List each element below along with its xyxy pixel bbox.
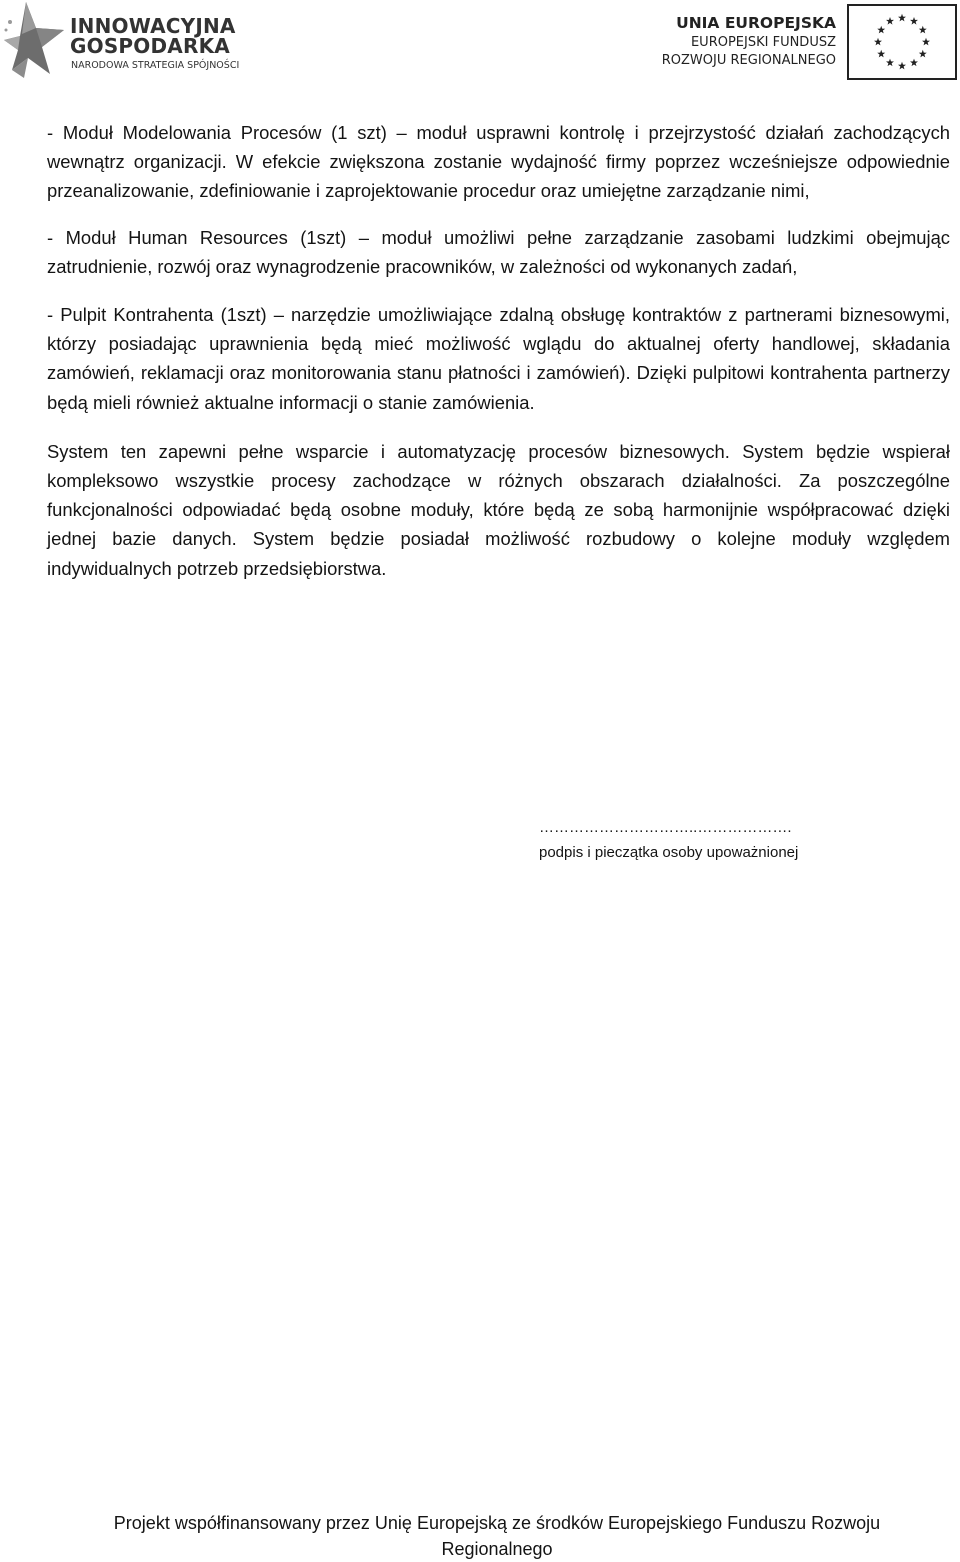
ig-logo-line3: NARODOWA STRATEGIA SPÓJNOŚCI (71, 60, 240, 71)
document-body (47, 118, 950, 583)
paragraph-process-module: - Moduł Modelowania Procesów (1 szt) – moduł usprawni kontrolę i przejrzystość działań zachodzących wewnątrz organizacji. W efekcie zwiększona zostanie wydajność firmy poprzez wcześniejsze odpowiednie przeanalizowanie, zdefiniowanie i zaprojektowanie procedur oraz umiejętne zarządzanie nimi, (47, 122, 950, 202)
eu-stars-flag-icon (847, 4, 957, 80)
signature-label: podpis i pieczątka osoby upoważnionej (539, 844, 799, 861)
page-footer (0, 1510, 960, 1562)
paragraph-hr-module: - Moduł Human Resources (1szt) – moduł umożliwi pełne zarządzanie zasobami ludzkimi obejmując zatrudnienie, rozwój oraz wynagrodzenie pracowników, w zależności od wykonanych zadań, (47, 226, 950, 277)
innowacyjna-gospodarka-logo (2, 0, 252, 82)
ig-logo-line2: GOSPODARKA (70, 34, 230, 58)
eu-logo-line3: ROZWOJU REGIONALNEGO (661, 53, 836, 68)
eu-logo-line2: EUROPEJSKI FUNDUSZ (690, 35, 836, 50)
footer-line2: Regionalnego (441, 1539, 553, 1559)
signature-line: …………………………..………………. (539, 819, 792, 836)
paragraph-contractor-desk: - Pulpit Kontrahenta (1szt) – narzędzie umożliwiające zdalną obsługę kontraktów z partnerami biznesowymi, którzy posiadając uprawnienia będą mieć możliwość wglądu do aktualnej oferty handlowej, składania zamówień, reklamacji oraz monitorowania stanu płatności i zamówień). Dzięki pulpitowi kontrahenta partnerzy będą mieli również aktualne informacji o stanie zamówienia. (47, 304, 950, 413)
eu-logo (640, 4, 960, 84)
eu-logo-line1: UNIA EUROPEJSKA (676, 14, 836, 32)
paragraph-system-summary: System ten zapewni pełne wsparcie i automatyzację procesów biznesowych. System będzie wspierał kompleksowo wszystkie procesy zachodzące w różnych obszarach działalności. Za poszczególne funkcjonalności odpowiadać będą osobne moduły, które będą ze sobą harmonijnie współpracować dzięki jednej bazie danych. System będzie posiadał możliwość rozbudowy o kolejne moduły względem indywidualnych potrzeb przedsiębiorstwa. (47, 440, 950, 579)
ig-star-emblem-icon (2, 0, 70, 82)
signature-block (539, 818, 919, 863)
ig-logo-line1: INNOWACYJNA (70, 14, 236, 38)
footer-line1: Projekt współfinansowany przez Unię Europejską ze środków Europejskiego Funduszu Rozwoju (113, 1513, 881, 1533)
page-header (0, 0, 960, 90)
